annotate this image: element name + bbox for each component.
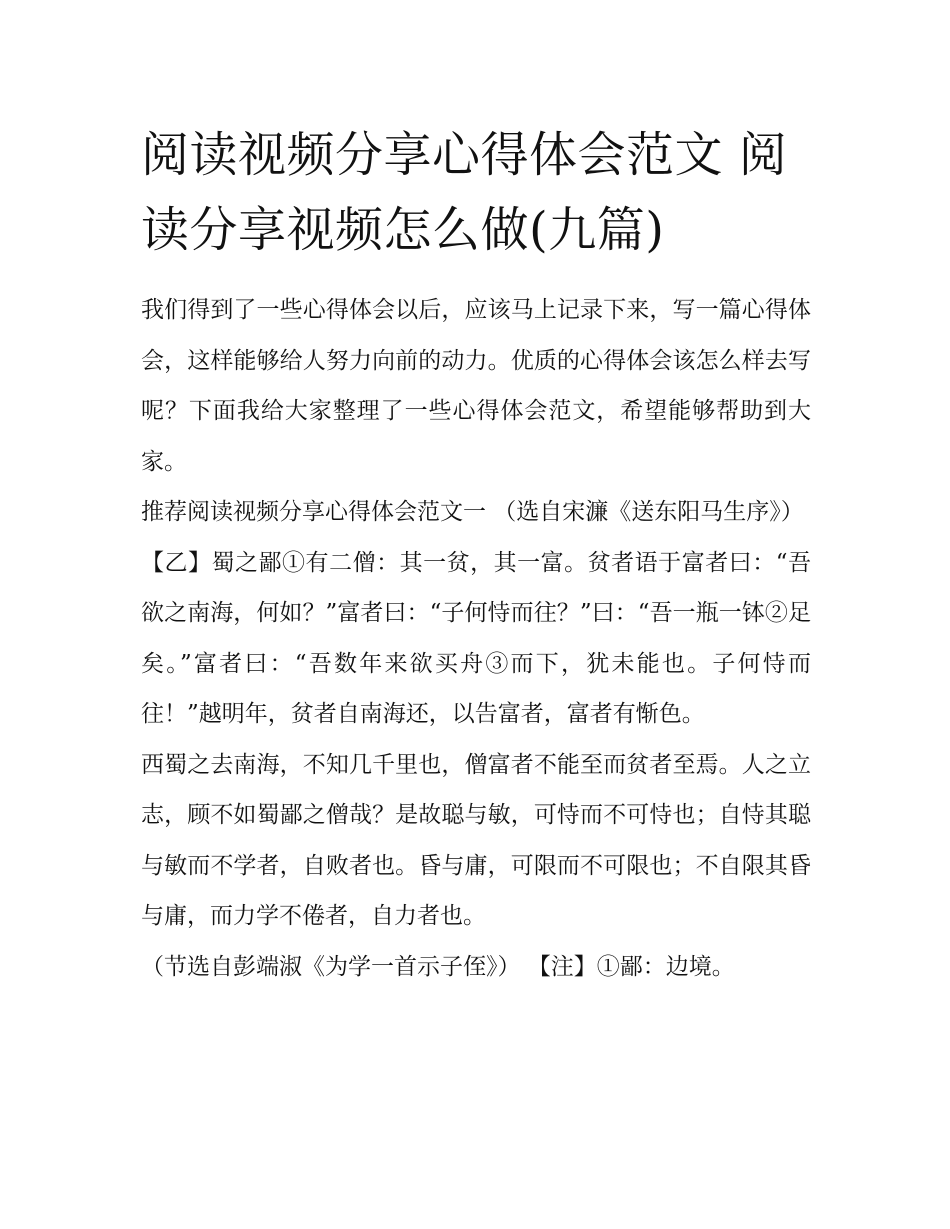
section-heading-paragraph: 推荐阅读视频分享心得体会范文一 （选自宋濂《送东阳马生序》） xyxy=(141,499,804,525)
paragraph-list xyxy=(141,285,811,992)
classical-text-paragraph: 【乙】蜀之鄙①有二僧：其一贫，其一富。贫者语于富者曰：“吾欲之南海，何如？”富者曰：“子何恃而往？”曰：“吾一瓶一钵②足矣。”富者曰：“吾数年来欲买舟③而下，犹未能也。子何恃而往！”越明年，贫者自南海还，以告富者，富者有惭色。 xyxy=(141,549,811,727)
document-title: 阅读视频分享心得体会范文 阅读分享视频怎么做(九篇) xyxy=(141,127,788,258)
source-note-paragraph: （节选自彭端淑《为学一首示子侄》） 【注】①鄙：边境。 xyxy=(141,953,735,980)
commentary-paragraph: 西蜀之去南海，不知几千里也，僧富者不能至而贫者至焉。人之立志，顾不如蜀鄙之僧哉？是故聪与敏，可恃而不可恃也；自恃其聪与敏而不学者，自败者也。昏与庸，可限而不可限也；不自限其昏与庸，而力学不倦者，自力者也。 xyxy=(141,751,811,929)
document-body xyxy=(141,118,811,992)
intro-paragraph: 我们得到了一些心得体会以后，应该马上记录下来，写一篇心得体会，这样能够给人努力向前的动力。优质的心得体会该怎么样去写呢？下面我给大家整理了一些心得体会范文，希望能够帮助到大家。 xyxy=(141,297,811,475)
